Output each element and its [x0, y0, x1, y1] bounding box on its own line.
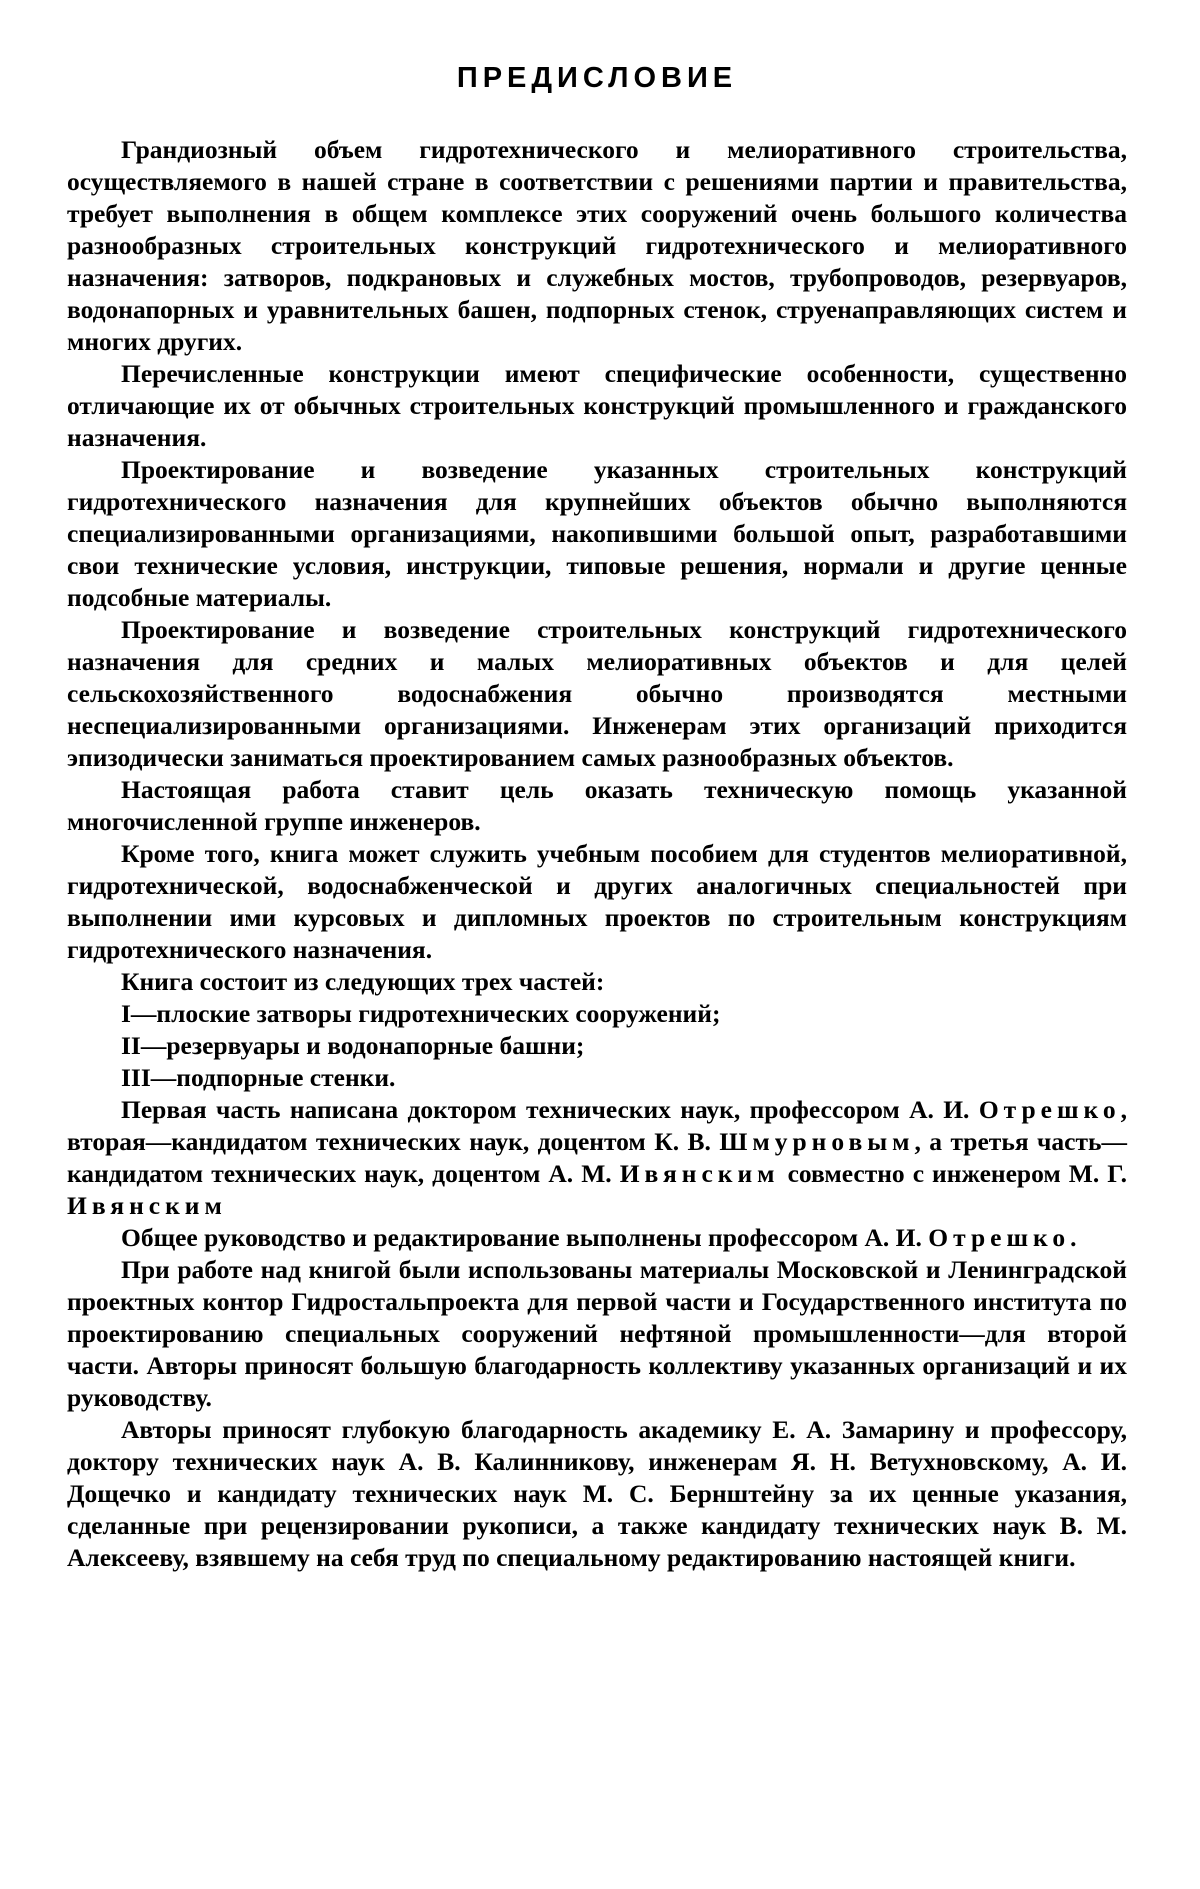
paragraph-small-objects: Проектирование и возведение строительных конструкций гидротехнического назначения для средних и малых мелиоративных объектов и для целей сельскохозяйственного водоснабжения обычно производятся местными неспециализированными организациями. Инженерам этих организаций приходится эпизодически заниматься проектированием самых разнообразных объектов. — [67, 615, 1127, 772]
paragraph-editing — [67, 1222, 1127, 1254]
part-item-2: II—резервуары и водонапорные башни; — [121, 1031, 585, 1060]
author-name-1: Отрешко — [978, 1095, 1121, 1124]
authors-text-4: совместно с инженером М. Г. — [779, 1159, 1127, 1188]
authors-text-3: , а третья часть—кандидатом технических наук, доцентом А. М. — [67, 1127, 1127, 1188]
editing-text-1: Общее руководство и редактирование выполнены профессором А. И. — [121, 1223, 929, 1252]
paragraph-purpose: Настоящая работа ставит цель оказать техническую помощь указанной многочисленной группе инженеров. — [67, 775, 1127, 836]
paragraph-acknowledgements: Авторы приносят глубокую благодарность академику Е. А. Замарину и профессору, доктору технических наук А. В. Калинникову, инженерам Я. Н. Ветухновскому, А. И. Дощечко и кандидату технических наук М. С. Бернштейну за их ценные указания, сделанные при рецензировании рукописи, а также кандидату технических наук В. М. Алексееву, взявшему на себя труд по специальному редактированию настоящей книги. — [67, 1415, 1127, 1572]
author-name-2: Шмурновым — [719, 1127, 915, 1156]
paragraph-features: Перечисленные конструкции имеют специфические особенности, существенно отличающие их от обычных строительных конструкций промышленного и гражданского назначения. — [67, 359, 1127, 452]
part-item-3: III—подпорные стенки. — [121, 1063, 396, 1092]
editor-name: Отрешко — [928, 1223, 1071, 1252]
editing-text-2: . — [1070, 1223, 1077, 1252]
document-page — [67, 60, 1127, 1574]
author-name-3: Ивянским — [619, 1159, 780, 1188]
paragraph-authors — [67, 1094, 1127, 1222]
page-title: ПРЕДИСЛОВИЕ — [456, 62, 738, 94]
paragraph-textbook: Кроме того, книга может служить учебным пособием для студентов мелиоративной, гидротехнической, водоснабженческой и других аналогичных специальностей при выполнении ими курсовых и дипломных проектов по строительным конструкциям гидротехнического назначения. — [67, 839, 1127, 964]
paragraph-intro: Грандиозный объем гидротехнического и мелиоративного строительства, осуществляемого в нашей стране в соответствии с решениями партии и правительства, требует выполнения в общем комплексе этих сооружений очень большого количества разнообразных строительных конструкций гидротехнического и мелиоративного назначения: затворов, подкрановых и служебных мостов, трубопроводов, резервуаров, водонапорных и уравнительных башен, подпорных стенок, струенаправляющих систем и многих других. — [67, 135, 1127, 356]
authors-text-1: Первая часть написана доктором технических наук, профессором А. И. — [121, 1095, 979, 1124]
paragraph-materials: При работе над книгой были использованы материалы Московской и Ленинградской проектных контор Гидростальпроекта для первой части и Государственного института по проектированию специальных сооружений нефтяной промышленности—для второй части. Авторы приносят большую благодарность коллективу указанных организаций и их руководству. — [67, 1255, 1127, 1412]
part-item-1: I—плоские затворы гидротехнических сооружений; — [121, 999, 721, 1028]
authors-text-2: , вторая—кандидатом технических наук, доцентом К. В. — [67, 1095, 1127, 1156]
author-name-4: Ивянским — [67, 1191, 227, 1220]
paragraph-structure: Книга состоит из следующих трех частей: — [121, 967, 605, 996]
paragraph-large-objects: Проектирование и возведение указанных строительных конструкций гидротехнического назначения для крупнейших объектов обычно выполняются специализированными организациями, накопившими большой опыт, разработавшими свои технические условия, инструкции, типовые решения, нормали и другие ценные подсобные материалы. — [67, 455, 1127, 612]
